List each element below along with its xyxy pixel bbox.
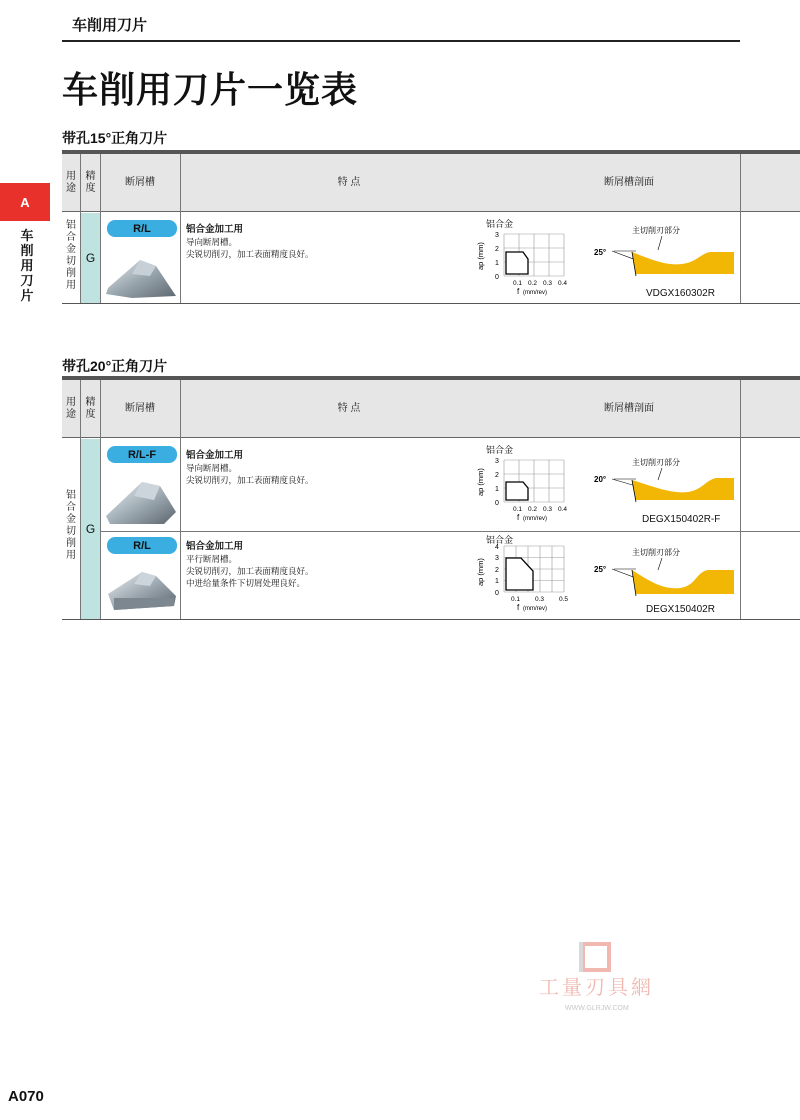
insert-table xyxy=(62,154,800,304)
edge-label: 主切削刃部分 xyxy=(632,458,680,467)
x-tick: 0.2 xyxy=(528,506,538,513)
x-tick: 0.1 xyxy=(511,596,521,603)
grade-cell: G xyxy=(81,213,100,303)
feature-line: 导向断屑槽。 xyxy=(186,237,238,247)
side-label: 车削用刀片 xyxy=(20,228,34,303)
section-title: 带孔20°正角刀片 xyxy=(62,358,168,374)
y-tick: 1 xyxy=(495,578,499,585)
header-rule xyxy=(62,40,740,42)
chart-ylabel: ap (mm) xyxy=(476,558,485,586)
section-title: 带孔15°正角刀片 xyxy=(62,130,168,146)
y-tick: 2 xyxy=(495,246,499,253)
y-tick: 4 xyxy=(495,544,499,551)
x-tick: 0.2 xyxy=(528,280,538,287)
edge-label: 主切削刃部分 xyxy=(632,548,680,557)
row-divider xyxy=(100,531,800,532)
col-features-header: 特 点 xyxy=(337,403,361,414)
insert-image xyxy=(102,254,178,300)
recommended-range xyxy=(506,482,528,500)
x-tick: 0.1 xyxy=(513,506,523,513)
rake-angle: 25° xyxy=(594,248,607,257)
recommended-range xyxy=(506,558,533,590)
y-tick: 2 xyxy=(495,472,499,479)
col-profile-header: 断屑槽剖面 xyxy=(604,177,654,188)
divider xyxy=(740,154,741,303)
page-title: 车削用刀片一览表 xyxy=(62,69,359,110)
x-unit: (mm/rev) xyxy=(523,606,547,612)
insert-table xyxy=(62,380,800,620)
divider xyxy=(740,380,741,619)
col-use-header: 用途 xyxy=(66,397,76,420)
col-profile-header: 断屑槽剖面 xyxy=(604,403,654,414)
y-tick: 3 xyxy=(495,555,499,562)
feature-line: 尖锐切削刃，加工表面精度良好。 xyxy=(186,566,314,576)
chart-title: 铝合金 xyxy=(486,219,514,229)
breaker-pill[interactable]: R/L xyxy=(107,220,177,237)
chart-ylabel: ap (mm) xyxy=(476,242,485,270)
divider xyxy=(180,154,181,303)
use-label: 铝合金切削用 xyxy=(66,490,76,561)
x-tick: 0.4 xyxy=(558,280,568,287)
feature-title: 铝合金加工用 xyxy=(186,541,244,552)
col-use-header: 用途 xyxy=(66,171,76,194)
x-tick: 0.3 xyxy=(543,280,553,287)
grade-cell: G xyxy=(81,439,100,619)
model-number: VDGX160302R xyxy=(646,288,715,299)
y-tick: 0 xyxy=(495,274,499,281)
x-tick: 0.3 xyxy=(543,506,553,513)
y-tick: 3 xyxy=(495,458,499,465)
breaker-profile xyxy=(592,456,740,514)
col-breaker-header: 断屑槽 xyxy=(125,177,155,188)
header-title: 车削用刀片 xyxy=(72,17,148,34)
profile-shape xyxy=(632,252,734,274)
x-unit: (mm/rev) xyxy=(523,516,547,522)
feature-line: 尖锐切削刃，加工表面精度良好。 xyxy=(186,249,314,259)
side-tab[interactable]: A xyxy=(0,183,50,221)
breaker-pill[interactable]: R/L-F xyxy=(107,446,177,463)
col-precision-header: 精度 xyxy=(85,171,96,194)
feature-line: 导向断屑槽。 xyxy=(186,463,238,473)
model-number: DEGX150402R-F xyxy=(642,514,721,525)
profile-shape xyxy=(632,478,734,500)
chart-title: 铝合金 xyxy=(486,445,514,455)
model-number: DEGX150402R xyxy=(646,604,715,615)
x-tick: 0.1 xyxy=(513,280,523,287)
y-tick: 0 xyxy=(495,500,499,507)
recommended-range xyxy=(506,252,528,274)
y-tick: 1 xyxy=(495,486,499,493)
watermark-url: WWW.GLRJW.COM xyxy=(565,1005,629,1012)
ap-f-chart xyxy=(475,218,575,300)
chart-title: 铝合金 xyxy=(486,535,514,545)
feature-line: 尖锐切削刃，加工表面精度良好。 xyxy=(186,475,314,485)
x-unit: (mm/rev) xyxy=(523,290,547,296)
x-label: f xyxy=(517,513,520,522)
divider xyxy=(100,380,101,619)
feature-title: 铝合金加工用 xyxy=(186,450,244,461)
edge-label: 主切削刃部分 xyxy=(632,226,680,235)
page-number: A070 xyxy=(8,1088,44,1105)
breaker-profile xyxy=(592,546,740,604)
breaker-pill[interactable]: R/L xyxy=(107,537,177,554)
ap-f-chart xyxy=(475,534,575,616)
x-label: f xyxy=(517,603,520,612)
x-tick: 0.3 xyxy=(535,596,545,603)
watermark-logo xyxy=(535,940,675,1020)
divider xyxy=(180,380,181,619)
x-label: f xyxy=(517,287,520,296)
chart-ylabel: ap (mm) xyxy=(476,468,485,496)
y-tick: 1 xyxy=(495,260,499,267)
use-label: 铝合金切削用 xyxy=(66,220,76,291)
divider xyxy=(100,154,101,303)
ap-f-chart xyxy=(475,444,575,526)
col-features-header: 特 点 xyxy=(337,177,361,188)
col-precision-header: 精度 xyxy=(85,397,96,420)
insert-image xyxy=(102,476,178,528)
x-tick: 0.4 xyxy=(558,506,568,513)
y-tick: 3 xyxy=(495,232,499,239)
y-tick: 2 xyxy=(495,567,499,574)
insert-image xyxy=(102,566,178,616)
feature-line: 中进给量条件下切屑处理良好。 xyxy=(186,578,306,588)
feature-title: 铝合金加工用 xyxy=(186,224,244,235)
rake-angle: 25° xyxy=(594,565,607,574)
x-tick: 0.5 xyxy=(559,596,569,603)
rake-angle: 20° xyxy=(594,475,607,484)
col-breaker-header: 断屑槽 xyxy=(125,403,155,414)
profile-shape xyxy=(632,570,734,594)
breaker-profile xyxy=(592,224,740,284)
watermark-brand: 工量刃具網 xyxy=(539,977,654,999)
feature-line: 平行断屑槽。 xyxy=(186,554,238,564)
y-tick: 0 xyxy=(495,590,499,597)
